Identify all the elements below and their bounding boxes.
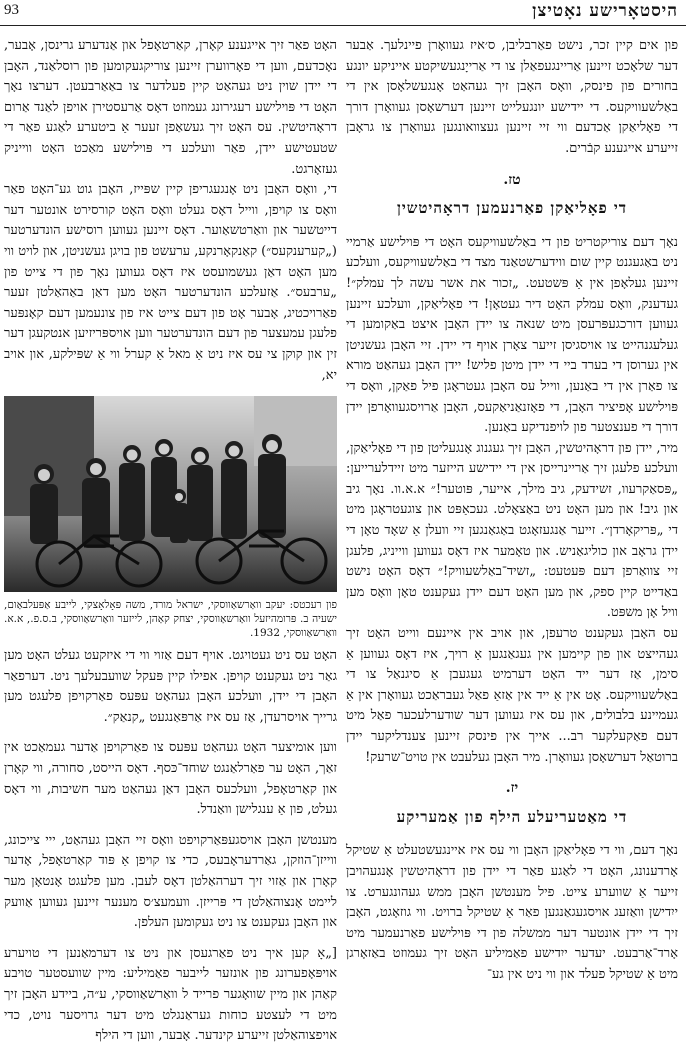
group-photo-with-bicycles-icon bbox=[4, 396, 337, 592]
chapter-number: טז. bbox=[503, 171, 521, 188]
paragraph: מענטשן האָבן אויסגעפּאַרקויפט וואָס זיי האָבן געהאַט, ייי צייכונג, ווייזן־הוזקן, גאַרדעראָבעס, כדי צו קויפן אַ פּוד קאַרטאָפל, אָדער קאָרן און אַזוי זיך דערהאַלטן דאָס לעבן. מען פלעגט אָנטאָן מער ליימט אָנצוהאַלטן די פּרייזן. וועמעצ׳ס מענער זיינען געווען אַוועק און האָבן געקענט צו ניט געקומען העלפן. bbox=[4, 832, 337, 931]
group-photo bbox=[4, 396, 337, 592]
chapter-number: יז. bbox=[505, 780, 519, 797]
right-column bbox=[346, 36, 678, 986]
paragraph: נאָך דעם צוריקטריט פון די באַלשעוויקעס האָט די פּוילישע אַרמיי ניט באַגעגנט קיין שום ווידערשטאַנד מצד די באַלשעוויקעס, וועלכע זיינען געלאָפן אין אַ פּשטעט. „זכור את אשר עשה לך עמלק״! געדענק, וואָס עמלק האָט דיר געטאָן! די פאָליאַקן, וועלכע זיינען געווען דורכגעפּרעסן מיט שנאה צו יידן האָבן איצט באַקומען די געלעגנהייט צו אויסגיסן זייער צאָרן אויף די יידן. זיי האָבן געשניטן אין גערוסן די בערד ביי די יידן מיטן פליש! יידן האָבן געהאַט מורא צו פאַרן אין די באַנען, ווייל עס האָבן געטראָגן פיל פאַקן, וואָס די פּוילישע אָפיציר האָבן, די פאָזנאַניאַקעס, האָבן אַרויסגעוואָרפן יידן דורך די פענצטער פון לויפנדיקע באַנען. bbox=[346, 234, 678, 436]
page-number: 93 bbox=[4, 2, 19, 18]
paragraph: פון אים קיין זכר, נישט פאַרבליבן, ס׳איז געוואָרן פיינלעך. אַבער דער שלאָכט זיינען אַריינגעפאַלן צו די אַרייָנגעשיקטע אייניקע יונגע בחורים פון פינסק, וואָס האָבן זיך געהאַט אָנגעשלאָסן אין די באַלשעוויקעס. די יידישע יונגעלייט זיינען דערשאָסן געוואָרן דורך די פאָליאַקן אַכדעם ווי זיי זיינען געצוואונגען געוואָרן צו גראָבן זייערע אייגענע קבֿרים. bbox=[346, 38, 678, 156]
running-head: היסטאָרישע נאָטיצן bbox=[532, 1, 678, 21]
paragraph: ווען אומיצער האָט געהאַט עפּעס צו פאַרקויפן אַדער געמאַכט אין זאַך, האָט ער פאַרלאַנגט שוחד־כּסף. דאָס הייסט, סחורה, ווי קאָרן און קאַרטאָפל, וועלכעס האָבן דאַן געהאַט מער חשיבות, ווי דאָס געלט, פון אַ ענגלישן וואַנדל. bbox=[4, 740, 337, 818]
chapter-title: די מאַטעריעלע הילף פון אַמעריקע bbox=[396, 807, 628, 826]
paragraph: עס האָבן געקענט טרעפן, און אויב אין איינעם ווייט האָט זיך געהייצט און פון קיימען אין געגאַנגען אַ רויך, איז דאָס געווען אַ סימן, אַז דער ייד האָט דערמיט געגעבן אַ סיגנאַל צו די באַלשעוויקעס. אָט אין אַ ייד אין אַזאַ פאַל געבראַכט געוואָרן אין אַ געמיינע בלבולים, און עס איז געווען דער שודערלעכער פאַל מיט דעם פאַקעלקער רב... אייך אין פינסק זיינען צענדליקער יידן ברוטאַל דערשאָסן געוואָרן. מיר האָבן געלעבט אין טויט־שרעק! bbox=[346, 626, 678, 765]
paragraph: האָט עס ניט געטויגט. אויף דעם אַזוי ווי די איזקעט געלט האָט מען גאַר ניט געקענט קויפן. אפילו קיין פּעקל שוועבעלעך ניט. דערפאַר האָבן די יידן, וועלכע האָבן געהאַט עפּעס פאַרקויפן פלעגט מען גרייך אויסרעדן, אַז עס איז אַרפּאַנגעט „קנאַק״. bbox=[4, 648, 337, 725]
paragraph: די, וואָס האָבן ניט אָנגעגריפן קיין שפּייז, האָבן גוט גע־האָט פאַר וואָס צו קויפן, ווייל דאָס געלט וואָס האָט קורסירט אונטער דער דייטשער און וואַרטשאַוער. דאָס זיינען געווען רוסישע הונדערטער („קערענקעס״) קאַנקאָרנקע, ערעשט פון בויגן געשניטן, און לויט ווי מען האָט דאַן געשמועסט איז דאָס געווען נאָך פון די צייט פון „ערבעס״. אַזעלכע הונדערטער האָט מען דאַן באַהאַלטן זעער פאַרויכטיג, אָבער אָט פון דעם צייט איז פון צונעמען דעם קאָנפּער פלעגן עמעצער פון דעם הונדערטער ווען אויספּריזיען אנטקעגן דער זין און קוקן צי עס איז ניט אַ מאל אַ קערל ווי אַ שפּילקע, און אויב יא, bbox=[4, 182, 337, 383]
paragraph: נאָך דעם, ווי די פאָליאַקן האָבן ווי עס איז איינגעשטעלט אַ שטיקל אָרדענונג, האָט די לאַגע פאַר די יידן פון דראָהיטשין אָנגעהויבן זייער אַ שווערע צייט. פיל מענטשן האָבן ממש געהונגערט. צו ייִדישן וואַזעג אויסגעגאַנגען פאַר אַ שטיקל ברויט. ווי גוזאָגט, האָבן זיך די יידן אונטער דער ממשלה פון די פּוילישע פאַרנעמער מיט אָרד־אַרבעט. יעדער ייִדישע פאַמיליע האָט זיך געמוזט באַזאָרגן מיט אַ שטיקל פעלד און ווי ניט אין גע־ bbox=[346, 843, 678, 982]
left-column bbox=[4, 36, 337, 1047]
page-header bbox=[0, 0, 686, 26]
photo-caption: פון רעכטס: יעקב וואַרשאַווסקי, ישראל מורד, משה פּאָלאָצקי, לייבע אַפּעלבאַום, ישעיה ב. פּרומהיזעל וואַרשאַווסקי, יצחק קאַהן, לייזער וואַרשאַווסקי, ב.ס.פ., א.א. וואַרשאַווסקי, 1932. bbox=[4, 599, 337, 640]
paragraph: [„אָ קען איך ניט פאַרגעסן און ניט צו דערמאַנען די טויערע אויפּאָפערונג פון אונזער לייבער פאַמיליע: מיין שוועסטער טויבע קאַהן און מיין שוואָגער פרייד ל וואַרשאַווסקי, ע״ה, ביידע האָבן זיך מיט די לעצטע כוחות געראַנגלט מיט דער גרויסער נויט, כדי אויפצוהאַלטן זייערע קינדער. אָבער, ווען די הילף bbox=[4, 945, 337, 1044]
paragraph: מיר, יידן פון דראָהיטשין, האָבן זיך געגנוג אָנגעליטן פון די פאָליאַקן, וועלכע פלעגן זיך אַריינרייסן אין די יידישע הייזער מיט זיידלערייען: „פּסאַקרעוו, זשידעק, גיב מילך, אייער, פּוטער!״ א.א.וו. נאָך גיב און גיב! און מען האָט ניט באַצאָלט. געכאַפּט און צוגעטראָגן מיט די „פּריקאָרדן״. זייער אַנגעזאָגט באַגאַנגען זיי וועלן אַ שאָד טאָן די יידן גראָב און כוליגאַניש. און טאָמער איז דאָס געווען ווייניג, פלעגן זיי צוואַרפן דעם פּעטעט: „זשיד־באַלשעוויק!״ דאָס האָט נישט באַדייט קיין ספק, און מען האָט דעם יידן געקענט טאָן וואָס מען וויל אָן משפּט. bbox=[346, 440, 678, 621]
chapter-title: די פאָליאַקן פאַרנעמען דראָהיטשין bbox=[397, 199, 627, 218]
paragraph: האָט פאַר זיך אייגענע קאָרן, קאַרטאָפל און אַנדערע גרינסן, אָבער, נאָכדעם, ווען די פאָרווערן זיינען צוריקגעקומען פון רוסלאַנד, האָבן די יידן שוין ניט געהאַט קיין פעלדער צו באַאַרבעטן. דערצו נאָך האָט די פּוילישע רעגירונג געמוזט דאָס אַרעסטירן אויפן לאַנד אַרום דראָהיטשין. עס האָט זיך געשאַפן זעער אַ ביטערע לאַגע פאַר די שטעטישע יידן, פאַר וועלכע די פּוילישע מאַכט האָט ווייניק געזאָרגט. bbox=[4, 38, 337, 177]
